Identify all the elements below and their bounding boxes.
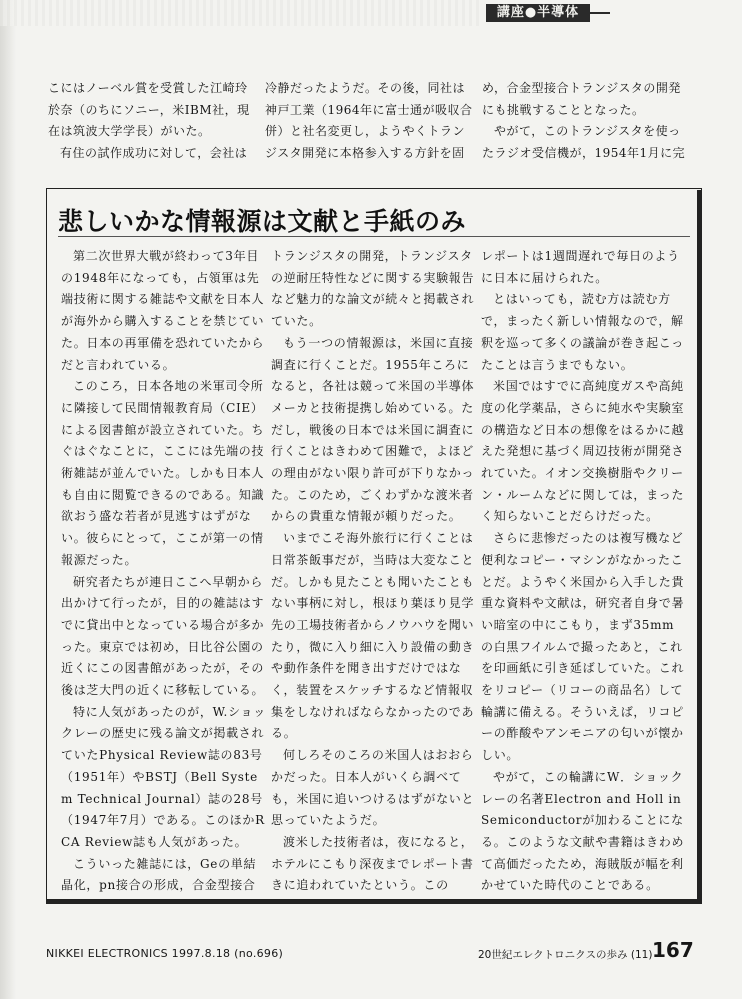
article-column-3 — [481, 246, 686, 893]
footer-publication: NIKKEI ELECTRONICS 1997.8.18 (no.696) — [46, 947, 284, 960]
top-column-2 — [265, 78, 473, 164]
article-col1-para-3: 研究者たちが連日ここへ早朝から出かけて行ったが，目的の雑誌はすでに貸出中となっている場合が多かった。東京では初め，日比谷公園の近くにこの図書館があったが，その後は芝大門の近くに移転している。 — [61, 574, 265, 698]
article-col1-para-1: 第二次世界大戦が終わって3年目の1948年になっても，占領軍は先端技術に関する雑誌や文献を日本人が海外から購入することを禁じていた。日本の再軍備を恐れていたからだと言われている。 — [61, 249, 265, 372]
article-col3-para-3: 米国ではすでに高純度ガスや高純度の化学薬品，さらに純水や実験室の構造など日本の想像をはるかに越えた発想に基づく周辺技術が開発されていた。イオン交換樹脂やクリーン・ルームなどに関しては，まったく知らないことだらけだった。 — [481, 379, 685, 524]
article-col3-para-5: やがて，この輪講にW．ショックレーの名著Electron and Holl in Semiconductorが加わることになる。このような文献や書籍はきわめて高価だったため，海賊版が幅を利かせていた時代のことである。 — [481, 769, 685, 893]
article-col2-para-4: 何しろそのころの米国人はおおらかだった。日本人がいくら調べても，米国に追いつけるはずがないと思っていたようだ。 — [271, 748, 475, 828]
article-col2-para-1: トランジスタの開発，トランジスタの逆耐圧特性などに関する実験報告など魅力的な論文が続々と掲載されていた。 — [271, 249, 475, 329]
article-frame-shadow-bottom — [46, 899, 702, 903]
top-column-3-paragraph-2: やがて，このトランジスタを使ったラジオ受信機が，1954年1月に完 — [482, 124, 686, 160]
top-column-3 — [482, 78, 690, 164]
article-frame-shadow-right — [697, 190, 701, 902]
article-col2-para-2: もう一つの情報源は，米国に直接調査に行くことだ。1955年ころになると，各社は競って米国の半導体メーカと技術提携し始めている。ただし，戦後の日本では米国に調査に行くことはきわめて困難で，よほどの理由がない限り許可が下りなかった。このため，ごくわずかな渡米者からの貴重な情報が頼りだった。 — [271, 335, 475, 524]
top-column-1 — [48, 78, 256, 164]
article-col1-para-4: 特に人気があったのが，W.ショックレーの歴史に残る論文が掲載されていたPhysical Review誌の83号（1951年）やBSTJ（Bell System Technical Journal）誌の28号（1947年7月）である。このほかRCA Review誌も人気があった。 — [61, 704, 266, 849]
article-column-1 — [61, 246, 266, 893]
section-tag: 講座●半導体 — [486, 4, 590, 22]
page-binding-shadow — [0, 0, 16, 999]
section-tag-rule — [590, 12, 610, 14]
article-title: 悲しいかな情報源は文献と手紙のみ — [58, 207, 467, 236]
top-column-1-paragraph-2: 有住の試作成功に対して，会社は — [60, 145, 248, 160]
page-number: 167 — [652, 938, 694, 962]
article-col2-para-3: いまでこそ海外旅行に行くことは日常茶飯事だが，当時は大変なことだ。しかも見たことも聞いたこともない事柄に対し，根ほり葉ほり見学先の工場技術者からノウハウを聞いたり，微に入り細に入り設備の動きや動作条件を聞き出すだけではなく，装置をスケッチするなど情報収集をしなければならなかったのである。 — [271, 531, 475, 741]
top-column-3-paragraph-1: め，合金型接合トランジスタの開発にも挑戦することとなった。 — [482, 81, 681, 117]
article-col1-para-5: こういった雑誌には，Geの単結晶化，pn接合の形成，合金型接合 — [61, 856, 257, 893]
top-column-1-paragraph-1: こにはノーベル賞を受賞した江崎玲於奈（のちにソニー，米IBM社，現在は筑波大学学長）がいた。 — [48, 81, 250, 138]
article-col3-para-4: さらに悲惨だったのは複写機など便利なコピー・マシンがなかったことだ。ようやく米国から入手した貴重な資料や文献は，研究者自身で暑い暗室の中にこもり，まず35mmの白黒フイルムで撮ったあと，これを印画紙に引き延ばしていた。これをリコピー（リコーの商品名）して輪講に備える。そういえば，リコピーの酢酸やアンモニアの匂いが懐かしい。 — [481, 531, 685, 763]
top-column-2-paragraph-1: 冷静だったようだ。その後，同社は神戸工業（1964年に富士通が吸収合併）と社名変更し，ようやくトランジスタ開発に本格参入する方針を固 — [265, 81, 473, 160]
article-col1-para-2: このころ，日本各地の米軍司令所に隣接して民間情報教育局（CIE）による図書館が設立されていた。ちぐはぐなことに，ここには先端の技術雑誌が並んでいた。しかも日本人も自由に閲覧できるのである。知識欲おう盛な若者が見逃すはずがない。彼らにとって，ここが第一の情報源だった。 — [61, 379, 265, 567]
article-title-rule — [58, 236, 690, 237]
article-column-2 — [271, 246, 476, 893]
footer-series: 20世紀エレクトロニクスの歩み (11) — [478, 949, 653, 961]
article-col2-para-5: 渡米した技術者は，夜になると，ホテルにこもり深夜までレポート書きに追われていたという。この — [271, 834, 474, 893]
article-col3-para-2: とはいっても，読む方は読む方で，まったく新しい情報なので，解釈を巡って多くの議論が巻き起こったことは言うまでもない。 — [481, 292, 684, 372]
article-col3-para-1: レポートは1週間遅れで毎日のように日本に届けられた。 — [481, 249, 680, 285]
header-scan-noise — [0, 0, 480, 26]
